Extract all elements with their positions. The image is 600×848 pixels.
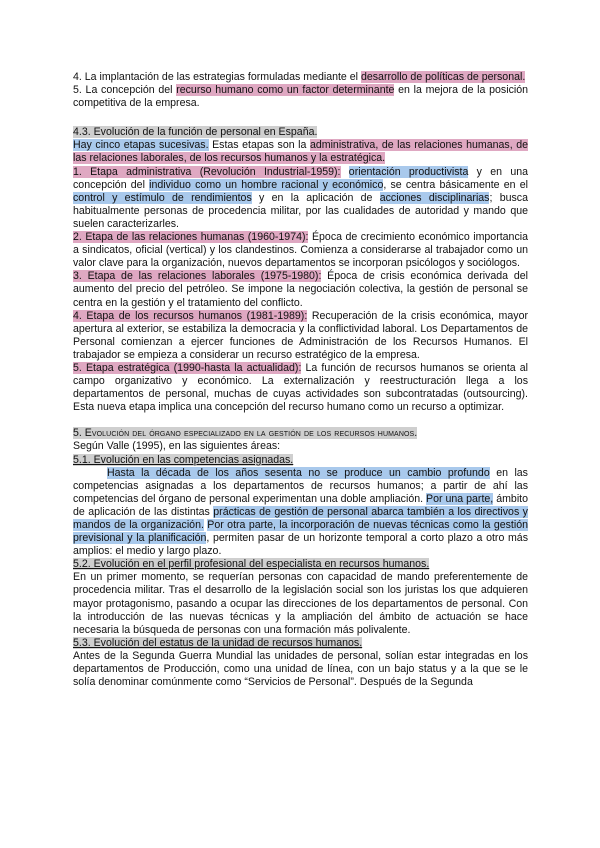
text: Según Valle (1995), en las siguientes áreas:: [73, 440, 281, 453]
section-5-2-title: [73, 558, 528, 571]
stage-heading: 5. Etapa estratégica (1990-hasta la actualidad):: [73, 361, 302, 374]
subheading: 5.1. Evolución en las competencias asignadas.: [73, 453, 294, 466]
text: en las competencias asignadas a los departamentos de recursos humanos; a partir de ahí las competencias del órgano de personal experimentan una doble ampliación.: [73, 466, 528, 505]
text: ; busca habitualmente personas de procedencia militar, por las cualidades de autoridad y mando que suelen caracterizarles.: [73, 191, 528, 230]
text: Recuperación de la crisis económica, mayor apertura al exterior, se estabiliza la democracia y la conflictividad laboral. Los Departamentos de Personal comienzan a ejercer funciones de Administración de los Recursos Humanos. El trabajador se empieza a considerar un recurso estratégico de la empresa.: [73, 309, 528, 361]
paragraph-stages-intro: [73, 139, 528, 165]
paragraph-stage-5: [73, 362, 528, 414]
text: 5. La concepción del: [73, 84, 177, 97]
subheading: 5.2. Evolución en el perfil profesional del especialista en recursos humanos.: [73, 558, 430, 571]
highlight: control y estímulo de rendimientos: [73, 191, 252, 204]
paragraph-stage-4: [73, 310, 528, 362]
text: , se centra básicamente en el: [383, 178, 528, 191]
highlight: recurso humano como un factor determinante: [176, 84, 395, 97]
stage-heading: 2. Etapa de las relaciones humanas (1960-1974):: [73, 231, 309, 244]
text: Antes de la Segunda Guerra Mundial las unidades de personal, solían estar integradas en los departamentos de Producción, como una unidad de línea, con un bajo status y a la que se le solía denominar comúnmente como “Servicios de Personal”. Después de la Segunda: [73, 649, 528, 689]
highlight: Por otra parte, la incorporación de nuevas técnicas como la gestión previsional y la planificación: [73, 519, 528, 545]
paragraph-stage-2: [73, 231, 528, 270]
paragraph-5-1: [73, 467, 528, 559]
text: y en una concepción del: [73, 165, 528, 191]
text: y en la aplicación de: [251, 191, 380, 204]
stage-heading: 4. Etapa de los recursos humanos (1981-1989):: [73, 309, 308, 322]
paragraph-5-3: [73, 650, 528, 689]
stage-heading: 3. Etapa de las relaciones laborales (1975-1980):: [73, 270, 322, 283]
highlight: Hasta la década de los años sesenta no se produce un cambio profundo: [107, 466, 490, 479]
heading-number: 5. E: [73, 427, 92, 440]
text: Estas etapas son la: [208, 139, 310, 152]
paragraph-point-4: [73, 71, 528, 84]
text: 4. La implantación de las estrategias formuladas mediante el: [73, 71, 361, 83]
heading-text: volución del órgano especializado en la gestión de los recursos humanos.: [91, 427, 418, 440]
text: en la mejora de la posición competitiva de la empresa.: [73, 84, 529, 110]
highlight: Por una parte,: [426, 492, 494, 505]
text: En un primer momento, se requerían personas con capacidad de mando preferentemente de procedencia militar. Tras el desarrollo de la legislación social son los juristas los que adquieren mayor protagonismo, pasando a ocupar las direcciones de los departamentos de personal. Con la introducción de las nuevas técnicas y la ampliación del ámbito de actuación se hace necesaria la búsqueda de personas con una formación más polivalente.: [73, 571, 528, 636]
paragraph-stage-3: [73, 270, 528, 309]
text: , permiten pasar de un horizonte temporal a corto plazo a otro más amplios: el medio y largo plazo.: [73, 532, 528, 558]
subheading: 5.3. Evolución del estatus de la unidad de recursos humanos.: [73, 636, 363, 649]
paragraph-point-5: [73, 84, 528, 110]
stage-heading: 1. Etapa administrativa (Revolución Industrial-1959):: [73, 165, 341, 178]
spacer: [73, 414, 528, 427]
section-5-3-title: [73, 637, 528, 650]
section-5-title: [73, 427, 528, 440]
text: [341, 166, 349, 178]
paragraph-5-2: [73, 571, 528, 636]
highlight: prácticas de gestión de personal abarca también a los directivos y mandos de la organización.: [73, 505, 528, 531]
text: ámbito de aplicación de las distintas: [73, 492, 529, 518]
highlight: administrativa, de las relaciones humanas, de las relaciones laborales, de los recursos humanos y la estratégica.: [73, 139, 528, 165]
paragraph-stage-1: [73, 166, 528, 231]
highlight: desarrollo de políticas de personal.: [360, 71, 526, 83]
text: Época de crisis económica derivada del aumento del precio del petróleo. Se impone la negociación colectiva, la gestión de personal se centra en la gestión y el tratamiento del conflicto.: [73, 270, 528, 309]
paragraph-valle: [73, 440, 528, 453]
spacer: [73, 110, 528, 126]
highlight: individuo como un hombre racional y económico: [149, 178, 384, 191]
highlight: Hay cinco etapas sucesivas.: [73, 139, 209, 152]
heading: [73, 427, 417, 439]
text: La función de recursos humanos se orienta al campo organizativo y económico. La externalización y reestructuración llega a los departamentos de personal, muchas de cuyas actividades son subcontratadas (outsourcing). Esta nueva etapa implica una concepción del recurso humano como un recurso a optimizar.: [73, 361, 529, 414]
text: Época de crecimiento económico importancia a sindicatos, oficial (vertical) y los clandestinos. Comienza a considerarse al trabajador como un valor clave para la organización, nuevos departamentos se incorporan psicólogos y sociólogos.: [73, 231, 528, 270]
section-4-3-title: [73, 126, 528, 139]
highlight: acciones disciplinarias: [379, 191, 490, 204]
highlight: orientación productivista: [348, 165, 469, 178]
section-5-1-title: [73, 454, 528, 467]
heading: 4.3. Evolución de la función de personal en España.: [73, 126, 318, 139]
